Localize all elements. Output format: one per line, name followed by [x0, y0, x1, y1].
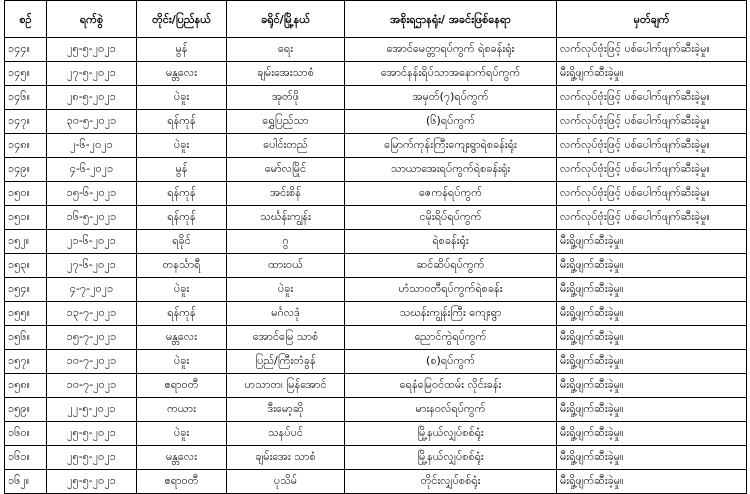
- cell-date: ၁၀-၇-၂၀၂၁: [47, 374, 137, 398]
- cell-date: ၂၅-၅-၂၀၂၁: [47, 38, 137, 62]
- header-remark: မှတ်ချက်: [557, 1, 747, 38]
- cell-location: အမှတ်(၇)ရပ်ကွက်: [345, 86, 557, 110]
- cell-date: ၂၈-၅-၂၀၂၁: [47, 86, 137, 110]
- cell-no: ၁၄၆။: [5, 86, 47, 110]
- cell-remark: မီးရှို့ဖျက်ဆီးခဲ့မှု။: [557, 446, 747, 470]
- cell-district: ဟသာတ၊ မြန်အောင်: [227, 374, 345, 398]
- cell-date: ၂၅-၅-၂၀၂၁: [47, 422, 137, 446]
- cell-region: မန္တလေး: [137, 62, 227, 86]
- cell-district: သင်္ဃန်းကျွန်း: [227, 206, 345, 230]
- cell-district: အုတ်ဖို: [227, 86, 345, 110]
- cell-remark: မီးရှို့ဖျက်ဆီးခဲ့မှု။: [557, 350, 747, 374]
- table-row: [5, 86, 747, 110]
- cell-date: ၂၇-၅-၂၀၂၁: [47, 62, 137, 86]
- cell-remark: လက်လုပ်ဗုံးဖြင့် ပစ်ပေါက်ဖျက်ဆီးခဲ့မှု။: [557, 86, 747, 110]
- cell-no: ၁၄၅။: [5, 62, 47, 86]
- cell-region: ရန်ကုန်: [137, 302, 227, 326]
- table-row: [5, 278, 747, 302]
- cell-no: ၁၄၄။: [5, 38, 47, 62]
- cell-location: မြောက်ကုန်းကြီးကျေးရွာရဲစခန်းရုံး: [345, 134, 557, 158]
- cell-location: သာယာအေးရပ်ကွက်ရဲစခန်းရုံး: [345, 158, 557, 182]
- cell-date: ၂၅-၅-၂၀၂၁: [47, 446, 137, 470]
- cell-no: ၁၅၉။: [5, 398, 47, 422]
- cell-date: ၁၆-၅-၂၀၂၁: [47, 206, 137, 230]
- cell-remark: မီးရှို့ဖျက်ဆီးခဲ့မှု။: [557, 62, 747, 86]
- cell-district: ချမ်းအေးသာစံ: [227, 62, 345, 86]
- cell-location: ဟံသာဝတီရပ်ကွက်ရဲစခန်း: [345, 278, 557, 302]
- cell-no: ၁၅၆။: [5, 326, 47, 350]
- cell-district: မင်္ဂလဒုံ: [227, 302, 345, 326]
- table-row: [5, 230, 747, 254]
- cell-date: ၂၅-၅-၂၀၂၁: [47, 470, 137, 494]
- cell-date: ၁၀-၇-၂၀၂၁: [47, 350, 137, 374]
- header-district: ခရိုင်/မြို့နယ်: [227, 1, 345, 38]
- cell-date: ၂၂-၅-၂၀၂၁: [47, 398, 137, 422]
- cell-district: ပေါင်းတည်: [227, 134, 345, 158]
- cell-district: သနပ်ပင်: [227, 422, 345, 446]
- cell-location: ဇေကန်ရပ်ကွက်: [345, 182, 557, 206]
- table-row: [5, 182, 747, 206]
- cell-remark: မီးရှို့ဖျက်ဆီးခဲ့မှု။: [557, 398, 747, 422]
- cell-region: တနင်္သာရီ: [137, 254, 227, 278]
- table-row: [5, 374, 747, 398]
- cell-district: ထားဝယ်: [227, 254, 345, 278]
- cell-remark: မီးရှို့ဖျက်ဆီးခဲ့မှု။: [557, 254, 747, 278]
- cell-region: ရန်ကုန်: [137, 182, 227, 206]
- table-row: [5, 62, 747, 86]
- cell-district: ပုသိမ်: [227, 470, 345, 494]
- cell-remark: မီးရှို့ဖျက်ဆီးခဲ့မှု။: [557, 326, 747, 350]
- cell-no: ၁၅၁။: [5, 206, 47, 230]
- cell-no: ၁၅၇။: [5, 350, 47, 374]
- cell-district: အောင်မြေ သာစံ: [227, 326, 345, 350]
- cell-location: တိုင်းလျှပ်စစ်ရုံး: [345, 470, 557, 494]
- cell-no: ၁၅၀။: [5, 182, 47, 206]
- cell-district: အင်းစိန်: [227, 182, 345, 206]
- cell-location: မြို့နယ်လျှပ်စစ်ရုံး: [345, 446, 557, 470]
- cell-no: ၁၅၅။: [5, 302, 47, 326]
- table-row: [5, 326, 747, 350]
- table-header-row: [5, 1, 747, 38]
- cell-date: ၂-၆-၂၀၂၁: [47, 134, 137, 158]
- cell-remark: လက်လုပ်ဗုံးဖြင့် ပစ်ပေါက်ဖျက်ဆီးခဲ့မှု။: [557, 182, 747, 206]
- cell-location: (စ)ရပ်ကွက်: [345, 350, 557, 374]
- cell-no: ၁၄၇။: [5, 110, 47, 134]
- cell-district: ချမ်းအေး သာစံ: [227, 446, 345, 470]
- cell-remark: မီးရှို့ဖျက်ဆီးခဲ့မှု။: [557, 302, 747, 326]
- cell-district: ရွှေပြည်သာ: [227, 110, 345, 134]
- cell-date: ၄-၆-၂၀၂၁: [47, 158, 137, 182]
- cell-region: ဧရာဝတီ: [137, 374, 227, 398]
- cell-remark: လက်လုပ်ဗုံးဖြင့် ပစ်ပေါက်ဖျက်ဆီးခဲ့မှု။: [557, 206, 747, 230]
- cell-location: အောင်မေတ္တာရပ်ကွက် ရဲစခန်းရုံး: [345, 38, 557, 62]
- cell-location: မားနဝလ်ရပ်ကွက်: [345, 398, 557, 422]
- header-region: တိုင်း/ပြည်နယ်: [137, 1, 227, 38]
- cell-location: သဃန်းကျွန်းကြီး ကျေးရွာ: [345, 302, 557, 326]
- cell-remark: မီးရှို့ဖျက်ဆီးခဲ့မှု။: [557, 374, 747, 398]
- cell-no: ၁၅၃။: [5, 254, 47, 278]
- table-row: [5, 134, 747, 158]
- cell-district: ဂွ: [227, 230, 345, 254]
- cell-date: ၁၅-၇-၂၀၂၁: [47, 326, 137, 350]
- header-no: စဉ်: [5, 1, 47, 38]
- table-row: [5, 422, 747, 446]
- cell-remark: လက်လုပ်ဗုံးဖြင့် ပစ်ပေါက်ဖျက်ဆီးခဲ့မှု။: [557, 134, 747, 158]
- cell-region: မွန်: [137, 158, 227, 182]
- table-row: [5, 398, 747, 422]
- cell-region: ပဲခူး: [137, 278, 227, 302]
- cell-date: ၂၁-၆-၂၀၂၁: [47, 230, 137, 254]
- cell-date: ၁၃-၇-၂၀၂၁: [47, 302, 137, 326]
- table-row: [5, 110, 747, 134]
- cell-region: ပဲခူး: [137, 86, 227, 110]
- cell-region: ပဲခူး: [137, 350, 227, 374]
- incident-table: [4, 0, 747, 494]
- cell-no: ၁၆၀။: [5, 422, 47, 446]
- cell-remark: မီးရှို့ဖျက်ဆီးခဲ့မှု။: [557, 470, 747, 494]
- cell-no: ၁၄၈။: [5, 134, 47, 158]
- cell-district: ရေး: [227, 38, 345, 62]
- table-row: [5, 38, 747, 62]
- cell-location: ရဲစခန်းရုံး: [345, 230, 557, 254]
- cell-location: (၆)ရပ်ကွက်: [345, 110, 557, 134]
- cell-region: ရန်ကုန်: [137, 110, 227, 134]
- cell-region: ပဲခူး: [137, 134, 227, 158]
- cell-location: အောင်နန်းရိပ်သာအနောက်ရပ်ကွက်: [345, 62, 557, 86]
- cell-district: မော်လမြိုင်: [227, 158, 345, 182]
- cell-no: ၁၆၁။: [5, 446, 47, 470]
- cell-date: ၄-၇-၂၀၂၁: [47, 278, 137, 302]
- table-row: [5, 350, 747, 374]
- cell-region: မန္တလေး: [137, 446, 227, 470]
- cell-date: ၁၅-၆-၂၀၂၁: [47, 182, 137, 206]
- cell-remark: မီးရှို့ဖျက်ဆီးခဲ့မှု။: [557, 230, 747, 254]
- cell-remark: လက်လုပ်ဗုံးဖြင့် ပစ်ပေါက်ဖျက်ဆီးခဲ့မှု။: [557, 110, 747, 134]
- cell-district: ဒီးမော့ဆို: [227, 398, 345, 422]
- cell-location: ငမိုးရိပ်ရပ်ကွက်: [345, 206, 557, 230]
- cell-remark: မီးရှို့ဖျက်ဆီးခဲ့မှု။: [557, 278, 747, 302]
- cell-region: ဧရာဝတီ: [137, 470, 227, 494]
- cell-no: ၁၄၉။: [5, 158, 47, 182]
- cell-region: ရန်ကုန်: [137, 206, 227, 230]
- cell-region: ရခိုင်: [137, 230, 227, 254]
- cell-region: ပဲခူး: [137, 422, 227, 446]
- table-row: [5, 206, 747, 230]
- header-date: ရက်စွဲ: [47, 1, 137, 38]
- cell-district: ပြည်/ကြီးတံခွန်: [227, 350, 345, 374]
- cell-no: ၁၅၂။: [5, 230, 47, 254]
- cell-remark: မီးရှို့ဖျက်ဆီးခဲ့မှု။: [557, 422, 747, 446]
- cell-remark: လက်လုပ်ဗုံးဖြင့် ပစ်ပေါက်ဖျက်ဆီးခဲ့မှု။: [557, 38, 747, 62]
- cell-location: ညောင်ကွဲရပ်ကွက်: [345, 326, 557, 350]
- cell-location: ရေနံမြေဝင်ထမ်း လိုင်းခန်း: [345, 374, 557, 398]
- table-row: [5, 302, 747, 326]
- cell-location: ဆင်ဆိပ်ရပ်ကွက်: [345, 254, 557, 278]
- cell-no: ၁၆၂။: [5, 470, 47, 494]
- cell-no: ၁၅၈။: [5, 374, 47, 398]
- cell-location: မြို့နယ်လျှပ်စစ်ရုံး: [345, 422, 557, 446]
- cell-region: မွန်: [137, 38, 227, 62]
- table-body: [5, 38, 747, 494]
- cell-district: ပဲခူး: [227, 278, 345, 302]
- cell-date: ၂၇-၆-၂၀၂၁: [47, 254, 137, 278]
- cell-region: မန္တလေး: [137, 326, 227, 350]
- table-row: [5, 470, 747, 494]
- table-row: [5, 446, 747, 470]
- cell-no: ၁၅၄။: [5, 278, 47, 302]
- cell-region: ကယား: [137, 398, 227, 422]
- cell-remark: လက်လုပ်ဗုံးဖြင့် ပစ်ပေါက်ဖျက်ဆီးခဲ့မှု။: [557, 158, 747, 182]
- table-row: [5, 254, 747, 278]
- cell-date: ၃၀-၅-၂၀၂၁: [47, 110, 137, 134]
- table-row: [5, 158, 747, 182]
- header-location: အစိုးရဌာနရုံး/ အခင်းဖြစ်နေရာ: [345, 1, 557, 38]
